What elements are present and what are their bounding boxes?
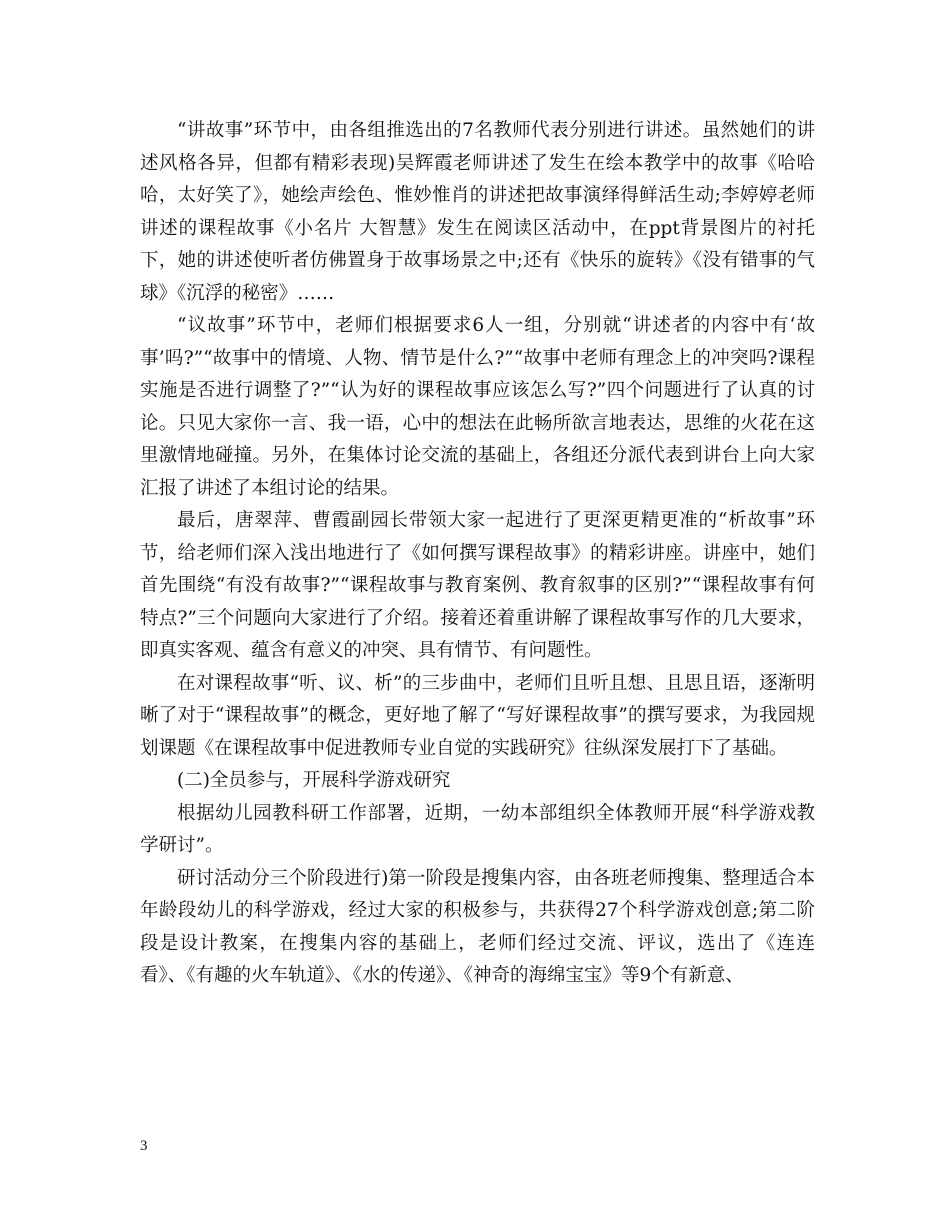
paragraph-science-games-intro: 根据幼儿园教科研工作部署，近期，一幼本部组织全体教师开展“科学游戏教学研讨”。 (140, 802, 815, 856)
paragraph-summary: 在对课程故事“听、议、析”的三步曲中，老师们且听且想、且思且语，逐渐明晰了对于“课程故事”的概念，更好地了解了“写好课程故事”的撰写要求，为我园规划课题《在课程故事中促进教师专业自觉的实践研究》往纵深发展打下了基础。 (140, 672, 815, 759)
section-heading: (二)全员参与，开展科学游戏研究 (177, 770, 451, 791)
document-body (140, 115, 815, 993)
paragraph-tell-story: “讲故事”环节中，由各组推选出的7名教师代表分别进行讲述。虽然她们的讲述风格各异，但都有精彩表现)吴辉霞老师讲述了发生在绘本教学中的故事《哈哈哈，太好笑了》，她绘声绘色、惟妙惟肖的讲述把故事演绎得鲜活生动;李婷婷老师讲述的课程故事《小名片 大智慧》发生在阅读区活动中，在ppt背景图片的衬托下，她的讲述使听者仿佛置身于故事场景之中;还有《快乐的旋转》《没有错事的气球》《沉浮的秘密》…… (140, 120, 815, 304)
page-number: 3 (140, 1138, 148, 1154)
paragraph-research-stages: 研讨活动分三个阶段进行)第一阶段是搜集内容，由各班老师搜集、整理适合本年龄段幼儿的科学游戏，经过大家的积极参与，共获得27个科学游戏创意;第二阶段是设计教案，在搜集内容的基础上，老师们经过交流、评议，选出了《连连看》、《有趣的火车轨道》、《水的传递》、《神奇的海绵宝宝》等9个有新意、 (140, 867, 815, 986)
paragraph-discuss-story: “议故事”环节中，老师们根据要求6人一组，分别就“讲述者的内容中有‘故事’吗?”“故事中的情境、人物、情节是什么?”“故事中老师有理念上的冲突吗?课程实施是否进行调整了?”“认为好的课程故事应该怎么写?”四个问题进行了认真的讨论。只见大家你一言、我一语，心中的想法在此畅所欲言地表达，思维的火花在这里激情地碰撞。另外，在集体讨论交流的基础上，各组还分派代表到讲台上向大家汇报了讲述了本组讨论的结果。 (140, 315, 815, 499)
paragraph-analyze-story: 最后，唐翠萍、曹霞副园长带领大家一起进行了更深更精更准的“析故事”环节，给老师们深入浅出地进行了《如何撰写课程故事》的精彩讲座。讲座中，她们首先围绕“有没有故事?”“课程故事与教育案例、教育叙事的区别?”“课程故事有何特点?”三个问题向大家进行了介绍。接着还着重讲解了课程故事写作的几大要求，即真实客观、蕴含有意义的冲突、具有情节、有问题性。 (140, 510, 815, 661)
